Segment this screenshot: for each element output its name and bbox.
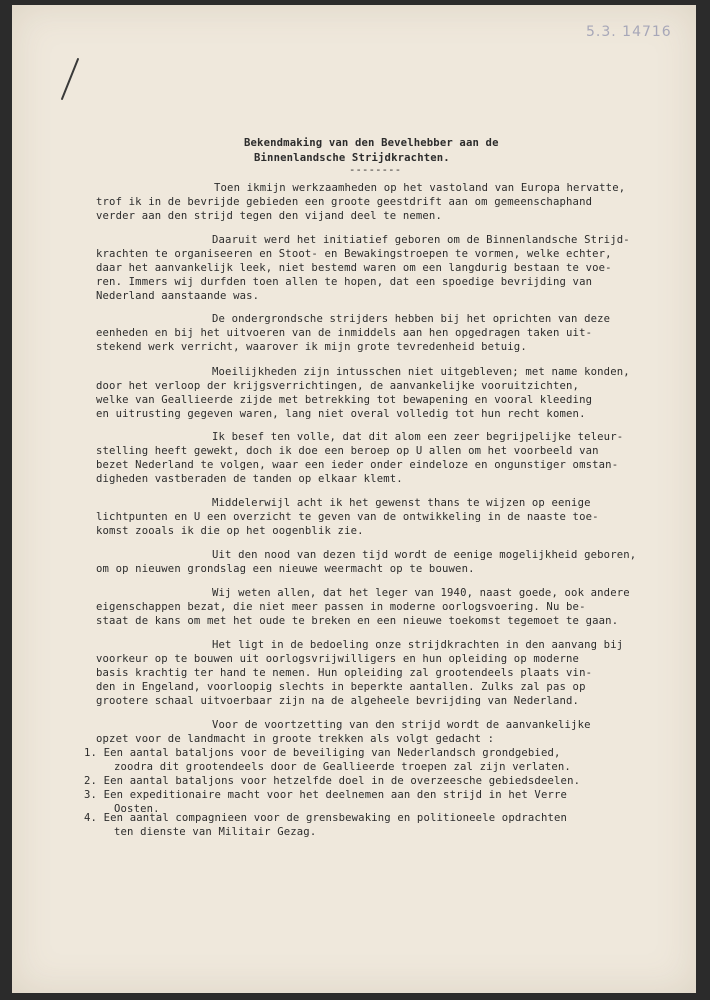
body-line: Toen ikmijn werkzaamheden op het vastoland van Europa hervatte,: [214, 182, 626, 194]
body-line: bezet Nederland te volgen, waar een ieder onder eindeloze en ongunstiger omstan-: [96, 459, 619, 471]
title-line-1: Bekendmaking van den Bevelhebber aan de: [244, 137, 499, 149]
body-line: stelling heeft gewekt, doch ik doe een beroep op U allen om het voorbeeld van: [96, 445, 599, 457]
list-item-continuation: ten dienste van Militair Gezag.: [114, 826, 317, 838]
body-line: Uit den nood van dezen tijd wordt de eenige mogelijkheid geboren,: [212, 549, 637, 561]
archive-reference-mark: 5.3. 14716: [586, 24, 672, 40]
list-item: 2. Een aantal bataljons voor hetzelfde doel in de overzeesche gebiedsdeelen.: [84, 775, 581, 787]
body-line: stekend werk verricht, waarover ik mijn grote tevredenheid betuig.: [96, 341, 527, 353]
body-line: welke van Geallieerde zijde met betrekking tot bewapening en vooral kleeding: [96, 394, 593, 406]
body-line: eigenschappen bezat, die niet meer passen in moderne oorlogsvoering. Nu be-: [96, 601, 586, 613]
title-rule: --------: [349, 164, 402, 176]
body-line: Moeilijkheden zijn intusschen niet uitgebleven; met name konden,: [212, 366, 630, 378]
body-line: lichtpunten en U een overzicht te geven van de ontwikkeling in de naaste toe-: [96, 511, 599, 523]
body-line: Nederland aanstaande was.: [96, 290, 260, 302]
body-line: opzet voor de landmacht in groote trekken als volgt gedacht :: [96, 733, 495, 745]
list-item: 1. Een aantal bataljons voor de beveiliging van Nederlandsch grondgebied,: [84, 747, 561, 759]
typed-text-block: [84, 0, 704, 838]
list-item: 4. Een aantal compagnieen voor de grensbewaking en politioneele opdrachten: [84, 812, 568, 824]
list-item: 3. Een expeditionaire macht voor het deelnemen aan den strijd in het Verre: [84, 789, 568, 801]
body-line: ren. Immers wij durfden toen allen te hopen, dat een spoedige bevrijding van: [96, 276, 593, 288]
body-line: staat de kans om met het oude te breken en een nieuwe toekomst tegemoet te gaan.: [96, 615, 619, 627]
body-line: en uitrusting gegeven waren, lang niet overal volledig tot hun recht komen.: [96, 408, 586, 420]
body-line: Het ligt in de bedoeling onze strijdkrachten in den aanvang bij: [212, 639, 624, 651]
body-line: Wij weten allen, dat het leger van 1940, naast goede, ook andere: [212, 587, 630, 599]
body-line: digheden vastberaden de tanden op elkaar klemt.: [96, 473, 403, 485]
body-line: door het verloop der krijgsverrichtingen, de aanvankelijke vooruitzichten,: [96, 380, 580, 392]
body-line: grootere schaal uitvoerbaar zijn na de algeheele bevrijding van Nederland.: [96, 695, 580, 707]
body-line: voorkeur op te bouwen uit oorlogsvrijwilligers en hun opleiding op moderne: [96, 653, 580, 665]
pencil-stroke-mark: [58, 57, 82, 101]
body-line: Ik besef ten volle, dat dit alom een zeer begrijpelijke teleur-: [212, 431, 624, 443]
body-line: trof ik in de bevrijde gebieden een groote geestdrift aan om gemeenschaphand: [96, 196, 593, 208]
body-line: daar het aanvankelijk leek, niet bestemd waren om een langdurig bestaan te voe-: [96, 262, 612, 274]
list-item-continuation: Oosten.: [114, 803, 160, 815]
list-item-continuation: zoodra dit grootendeels door de Geallieerde troepen zal zijn verlaten.: [114, 761, 571, 773]
body-line: Voor de voortzetting van den strijd wordt de aanvankelijke: [212, 719, 591, 731]
body-line: basis krachtig ter hand te nemen. Hun opleiding zal grootendeels plaats vin-: [96, 667, 593, 679]
body-line: Middelerwijl acht ik het gewenst thans te wijzen op eenige: [212, 497, 591, 509]
body-line: De ondergrondsche strijders hebben bij het oprichten van deze: [212, 313, 611, 325]
body-line: Daaruit werd het initiatief geboren om de Binnenlandsche Strijd-: [212, 234, 630, 246]
body-line: eenheden en bij het uitvoeren van de inmiddels aan hen opgedragen taken uit-: [96, 327, 593, 339]
body-line: krachten te organiseeren en Stoot- en Bewakingstroepen te vormen, welke echter,: [96, 248, 612, 260]
body-line: verder aan den strijd tegen den vijand deel te nemen.: [96, 210, 442, 222]
body-line: om op nieuwen grondslag een nieuwe weermacht op te bouwen.: [96, 563, 475, 575]
body-line: komst zooals ik die op het oogenblik zie.: [96, 525, 364, 537]
body-line: den in Engeland, voorloopig slechts in beperkte aantallen. Zulks zal pas op: [96, 681, 586, 693]
title-line-2: Binnenlandsche Strijdkrachten.: [254, 152, 450, 164]
